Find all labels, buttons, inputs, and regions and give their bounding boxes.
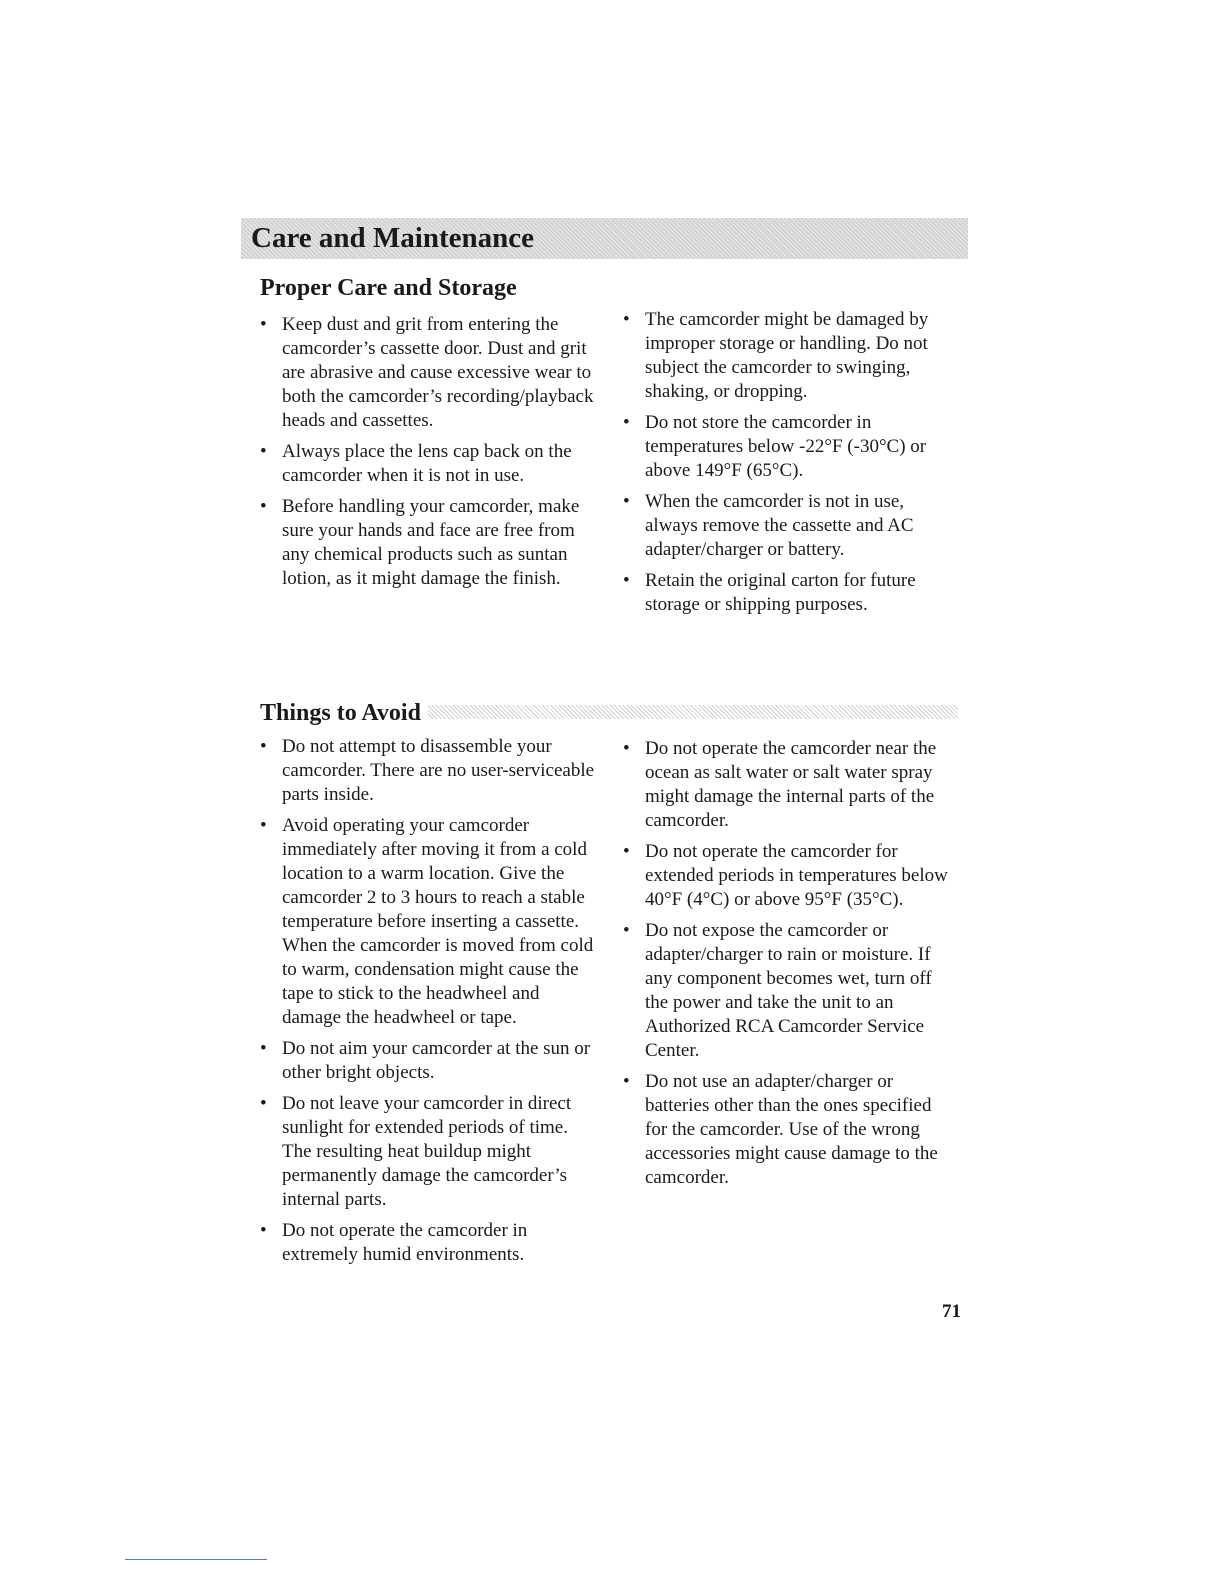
- care-left-list: [260, 313, 600, 598]
- avoid-right-list: [623, 737, 958, 1197]
- bullet-icon: •: [623, 570, 630, 591]
- bullet-icon: •: [260, 1038, 267, 1059]
- list-item: • Keep dust and grit from entering the camcorder’s cassette door. Dust and grit are abrasive and cause excessive wear to both the camcorder’s recording/playback heads and cassettes.: [260, 314, 594, 431]
- list-item: • Do not attempt to disassemble your camcorder. There are no user-serviceable parts inside.: [260, 736, 595, 805]
- list-item: • Do not operate the camcorder for extended periods in temperatures below 40°F (4°C) or above 95°F (35°C).: [623, 841, 948, 910]
- care-heading: Proper Care and Storage: [260, 275, 517, 301]
- bullet-icon: •: [260, 496, 267, 517]
- bullet-icon: •: [260, 815, 267, 836]
- list-item: • Do not operate the camcorder near the ocean as salt water or salt water spray might damage the internal parts of the camcorder.: [623, 738, 937, 831]
- bullet-icon: •: [260, 1093, 267, 1114]
- footer-line: [125, 1559, 267, 1560]
- heading-rule: [428, 705, 958, 719]
- bullet-icon: •: [260, 314, 267, 335]
- list-item: • When the camcorder is not in use, always remove the cassette and AC adapter/charger or battery.: [623, 491, 914, 560]
- list-item: • Before handling your camcorder, make sure your hands and face are free from any chemical products such as suntan lotion, as it might damage the finish.: [260, 496, 580, 589]
- list-item: • Avoid operating your camcorder immediately after moving it from a cold location to a warm location. Give the camcorder 2 to 3 hours to reach a stable temperature before inserting a cassette. When the camcorder is moved from cold to warm, condensation might cause the tape to stick to the headwheel and damage the headwheel or tape.: [260, 815, 594, 1028]
- list-item: • The camcorder might be damaged by improper storage or handling. Do not subject the camcorder to swinging, shaking, or dropping.: [623, 309, 929, 402]
- page-number: 71: [942, 1301, 961, 1322]
- avoid-heading: Things to Avoid: [260, 700, 421, 726]
- bullet-icon: •: [260, 736, 267, 757]
- list-item: • Do not store the camcorder in temperatures below -22°F (-30°C) or above 149°F (65°C).: [623, 412, 927, 481]
- section-title: Care and Maintenance: [251, 222, 535, 254]
- bullet-icon: •: [623, 309, 630, 330]
- list-item: • Always place the lens cap back on the camcorder when it is not in use.: [260, 441, 572, 486]
- bullet-icon: •: [623, 1071, 630, 1092]
- care-right-list: [623, 308, 958, 624]
- bullet-icon: •: [623, 841, 630, 862]
- list-item: • Do not operate the camcorder in extremely humid environments.: [260, 1220, 528, 1265]
- list-item: • Do not expose the camcorder or adapter/charger to rain or moisture. If any component becomes wet, turn off the power and take the unit to an Authorized RCA Camcorder Service Center.: [623, 920, 932, 1061]
- list-item: • Do not aim your camcorder at the sun or other bright objects.: [260, 1038, 591, 1083]
- bullet-icon: •: [623, 920, 630, 941]
- list-item: • Retain the original carton for future storage or shipping purposes.: [623, 570, 916, 615]
- list-item: • Do not use an adapter/charger or batteries other than the ones specified for the camcorder. Use of the wrong accessories might cause damage to the camcorder.: [623, 1071, 938, 1188]
- bullet-icon: •: [623, 738, 630, 759]
- bullet-icon: •: [260, 1220, 267, 1241]
- bullet-icon: •: [260, 441, 267, 462]
- bullet-icon: •: [623, 412, 630, 433]
- avoid-left-list: [260, 735, 600, 1274]
- bullet-icon: •: [623, 491, 630, 512]
- list-item: • Do not leave your camcorder in direct sunlight for extended periods of time. The resulting heat buildup might permanently damage the camcorder’s internal parts.: [260, 1093, 572, 1210]
